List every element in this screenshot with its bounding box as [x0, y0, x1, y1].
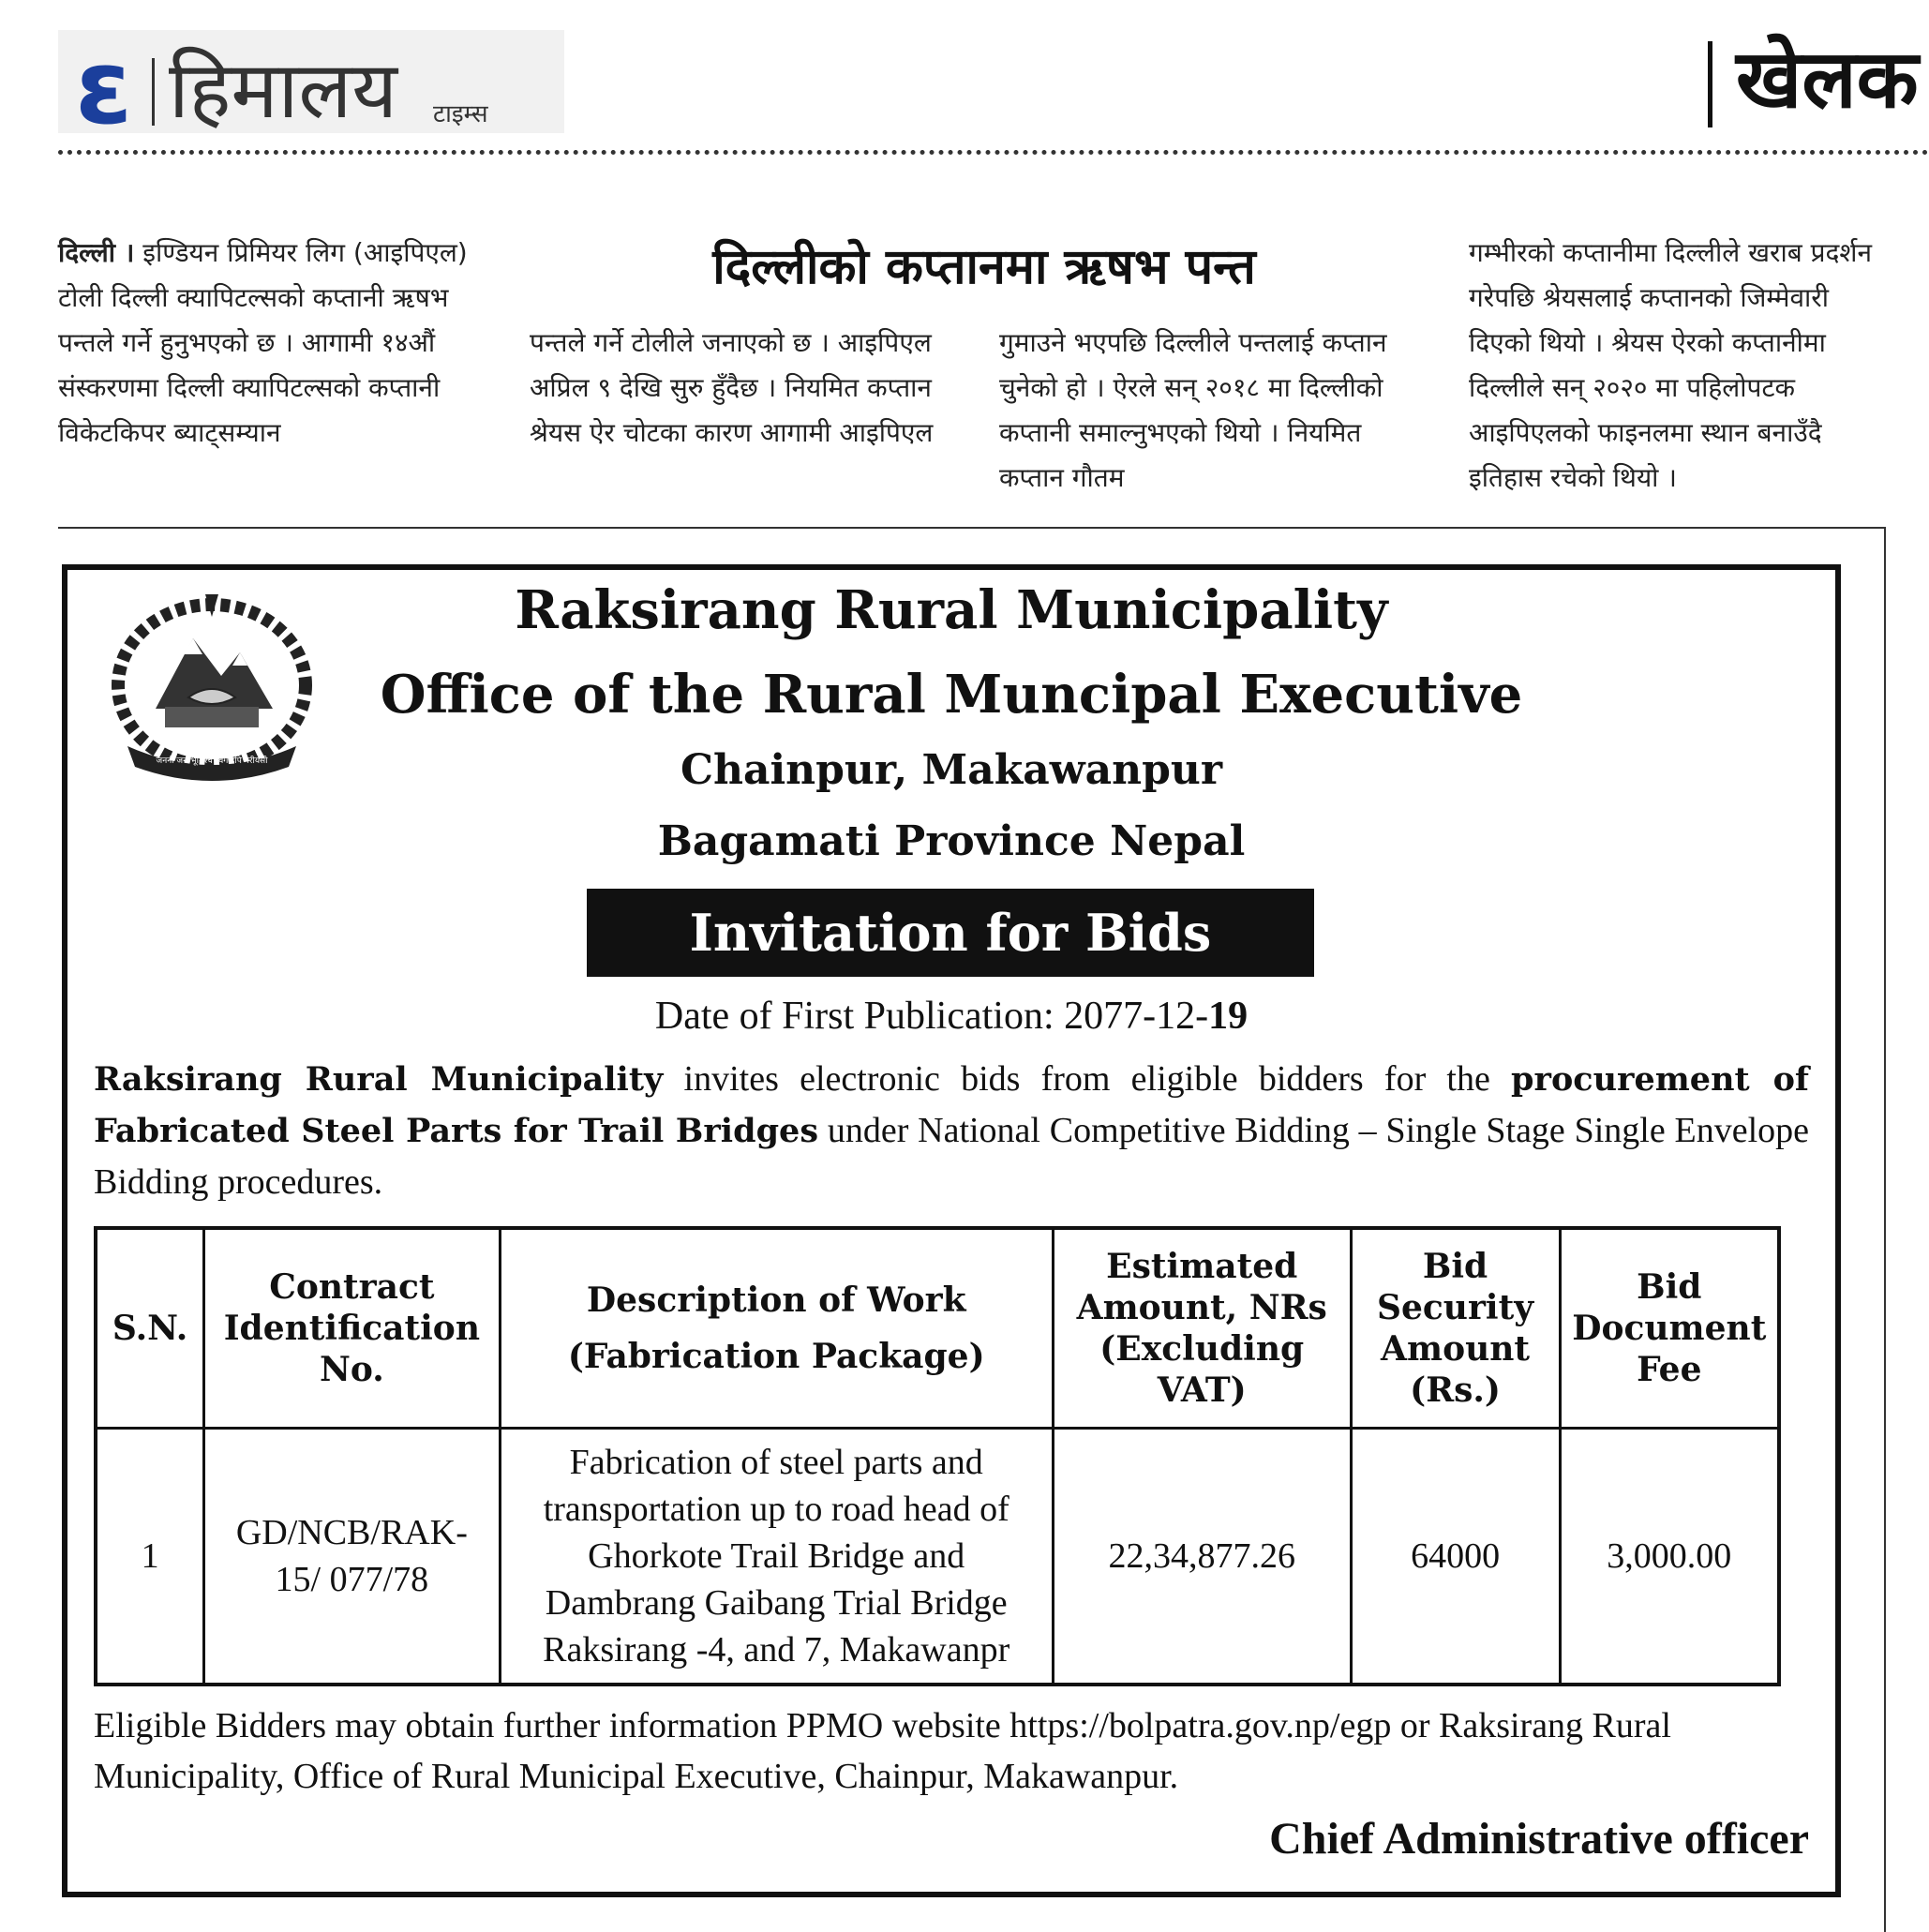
bid-notice: [62, 564, 1841, 1897]
intro-text-2: under National Competitive Bidding – Single Stage Single Envelope Bidding procedures.: [94, 1111, 1809, 1202]
story-border-top: [58, 527, 1886, 529]
story-column-1-text: इण्डियन प्रिमियर लिग (आइपिएल) टोली दिल्ली क्यापिटल्सको कप्तानी ऋषभ पन्तले गर्ने हुनुभएको छ । आगामी १४औं संस्करणमा दिल्ली क्यापिटल्सको कप्तानी विकेटकिपर ब्याट्सम्यान: [58, 237, 468, 448]
signatory-title: Chief Administrative officer: [1269, 1814, 1809, 1864]
story-column-3: गुमाउने भएपछि दिल्लीले पन्तलाई कप्तान चुनेको हो । ऐरले सन् २०१८ मा दिल्लीको कप्तानी समाल्नुभएको थियो । नियमित कप्तान गौतम: [999, 327, 1387, 493]
intro-bold-municipality: Raksirang Rural Municipality: [94, 1060, 664, 1099]
footer-information: Eligible Bidders may obtain further information PPMO website https://bolpatra.gov.np/egp or Raksirang Rural Municipality, Office of Rural Municipal Executive, Chainpur, Makawanpur.: [94, 1706, 1671, 1796]
header-sn: S.N.: [96, 1228, 204, 1429]
address-line-2: Bagamati Province Nepal: [657, 817, 1246, 865]
intro-bold-procurement: procurement of Fabricated Steel Parts for Trail Bridges: [94, 1060, 1809, 1150]
intro-paragraph: [94, 1054, 1809, 1207]
story-headline: दिल्लीको कप्तानमा ऋषभ पन्त: [712, 239, 1256, 295]
story-border-right: [1884, 527, 1886, 1932]
newspaper-logo[interactable]: [58, 27, 564, 147]
header-description-line-2: (Fabrication Package): [567, 1337, 985, 1376]
newspaper-name: हिमालय: [169, 44, 398, 136]
table-row: [96, 1429, 1779, 1685]
himalaya-logo-icon: ɛ: [75, 27, 133, 147]
header-estimated-amount: Estimated Amount, NRs (Excluding VAT): [1053, 1228, 1351, 1429]
newspaper-subname: टाइम्स: [433, 100, 488, 128]
header-bid-security: Bid Security Amount (Rs.): [1351, 1228, 1560, 1429]
publication-date: [67, 990, 1835, 1042]
header-description-line-1: Description of Work: [586, 1281, 966, 1320]
intro-text-1: invites electronic bids from eligible bidders for the: [663, 1059, 1512, 1099]
header-description: [500, 1228, 1053, 1429]
cell-sn: 1: [96, 1429, 204, 1685]
bids-table: [94, 1226, 1781, 1686]
emblem-motto: जननी जन्मभूमिश्च स्वर्गादपि गरीयसी: [156, 756, 268, 766]
invitation-for-bids-banner: Invitation for Bids: [587, 889, 1314, 977]
municipality-name: Raksirang Rural Municipality: [515, 579, 1388, 641]
logo-separator: [152, 58, 155, 126]
publication-date-day: 19: [1208, 995, 1249, 1038]
cell-bid-security: 64000: [1351, 1429, 1560, 1685]
table-header-row: [96, 1228, 1779, 1429]
section-separator: [1708, 41, 1712, 127]
story-column-2: पन्तले गर्ने टोलीले जनाएको छ । आइपिएल अप्रिल ९ देखि सुरु हुँदैछ । नियमित कप्तान श्रेयस ऐर चोटका कारण आगामी आइपिएल: [530, 327, 934, 448]
masthead-dotted-rule: [58, 150, 1929, 155]
masthead: [58, 21, 1929, 152]
office-name: Office of the Rural Muncipal Executive: [380, 664, 1523, 726]
story-column-4: गम्भीरको कप्तानीमा दिल्लीले खराब प्रदर्शन गरेपछि श्रेयसलाई कप्तानको जिम्मेवारी दिएको थियो । श्रेयस ऐरको कप्तानीमा दिल्लीले सन् २०२० मा पहिलोपटक आइपिएलको फाइनलमा स्थान बनाउँदै इतिहास रचेको थियो ।: [1469, 237, 1872, 493]
story-column-1: [58, 231, 475, 456]
cell-document-fee: 3,000.00: [1560, 1429, 1779, 1685]
header-document-fee: Bid Document Fee: [1560, 1228, 1779, 1429]
cell-estimated-amount: 22,34,877.26: [1053, 1429, 1351, 1685]
cell-contract-id: GD/NCB/RAK-15/ 077/78: [204, 1429, 500, 1685]
address-line-1: Chainpur, Makawanpur: [680, 746, 1223, 794]
section-title: खेलक: [1736, 33, 1919, 127]
story-dateline: दिल्ली ।: [58, 237, 135, 268]
cell-description: Fabrication of steel parts and transportation up to road head of Ghorkote Trail Bridge and Dambrang Gaibang Trial Bridge Raksirang -4, and 7, Makawanpr: [500, 1429, 1053, 1685]
publication-date-label: Date of First Publication: 2077-12-: [654, 995, 1209, 1038]
header-contract-id: Contract Identification No.: [204, 1228, 500, 1429]
